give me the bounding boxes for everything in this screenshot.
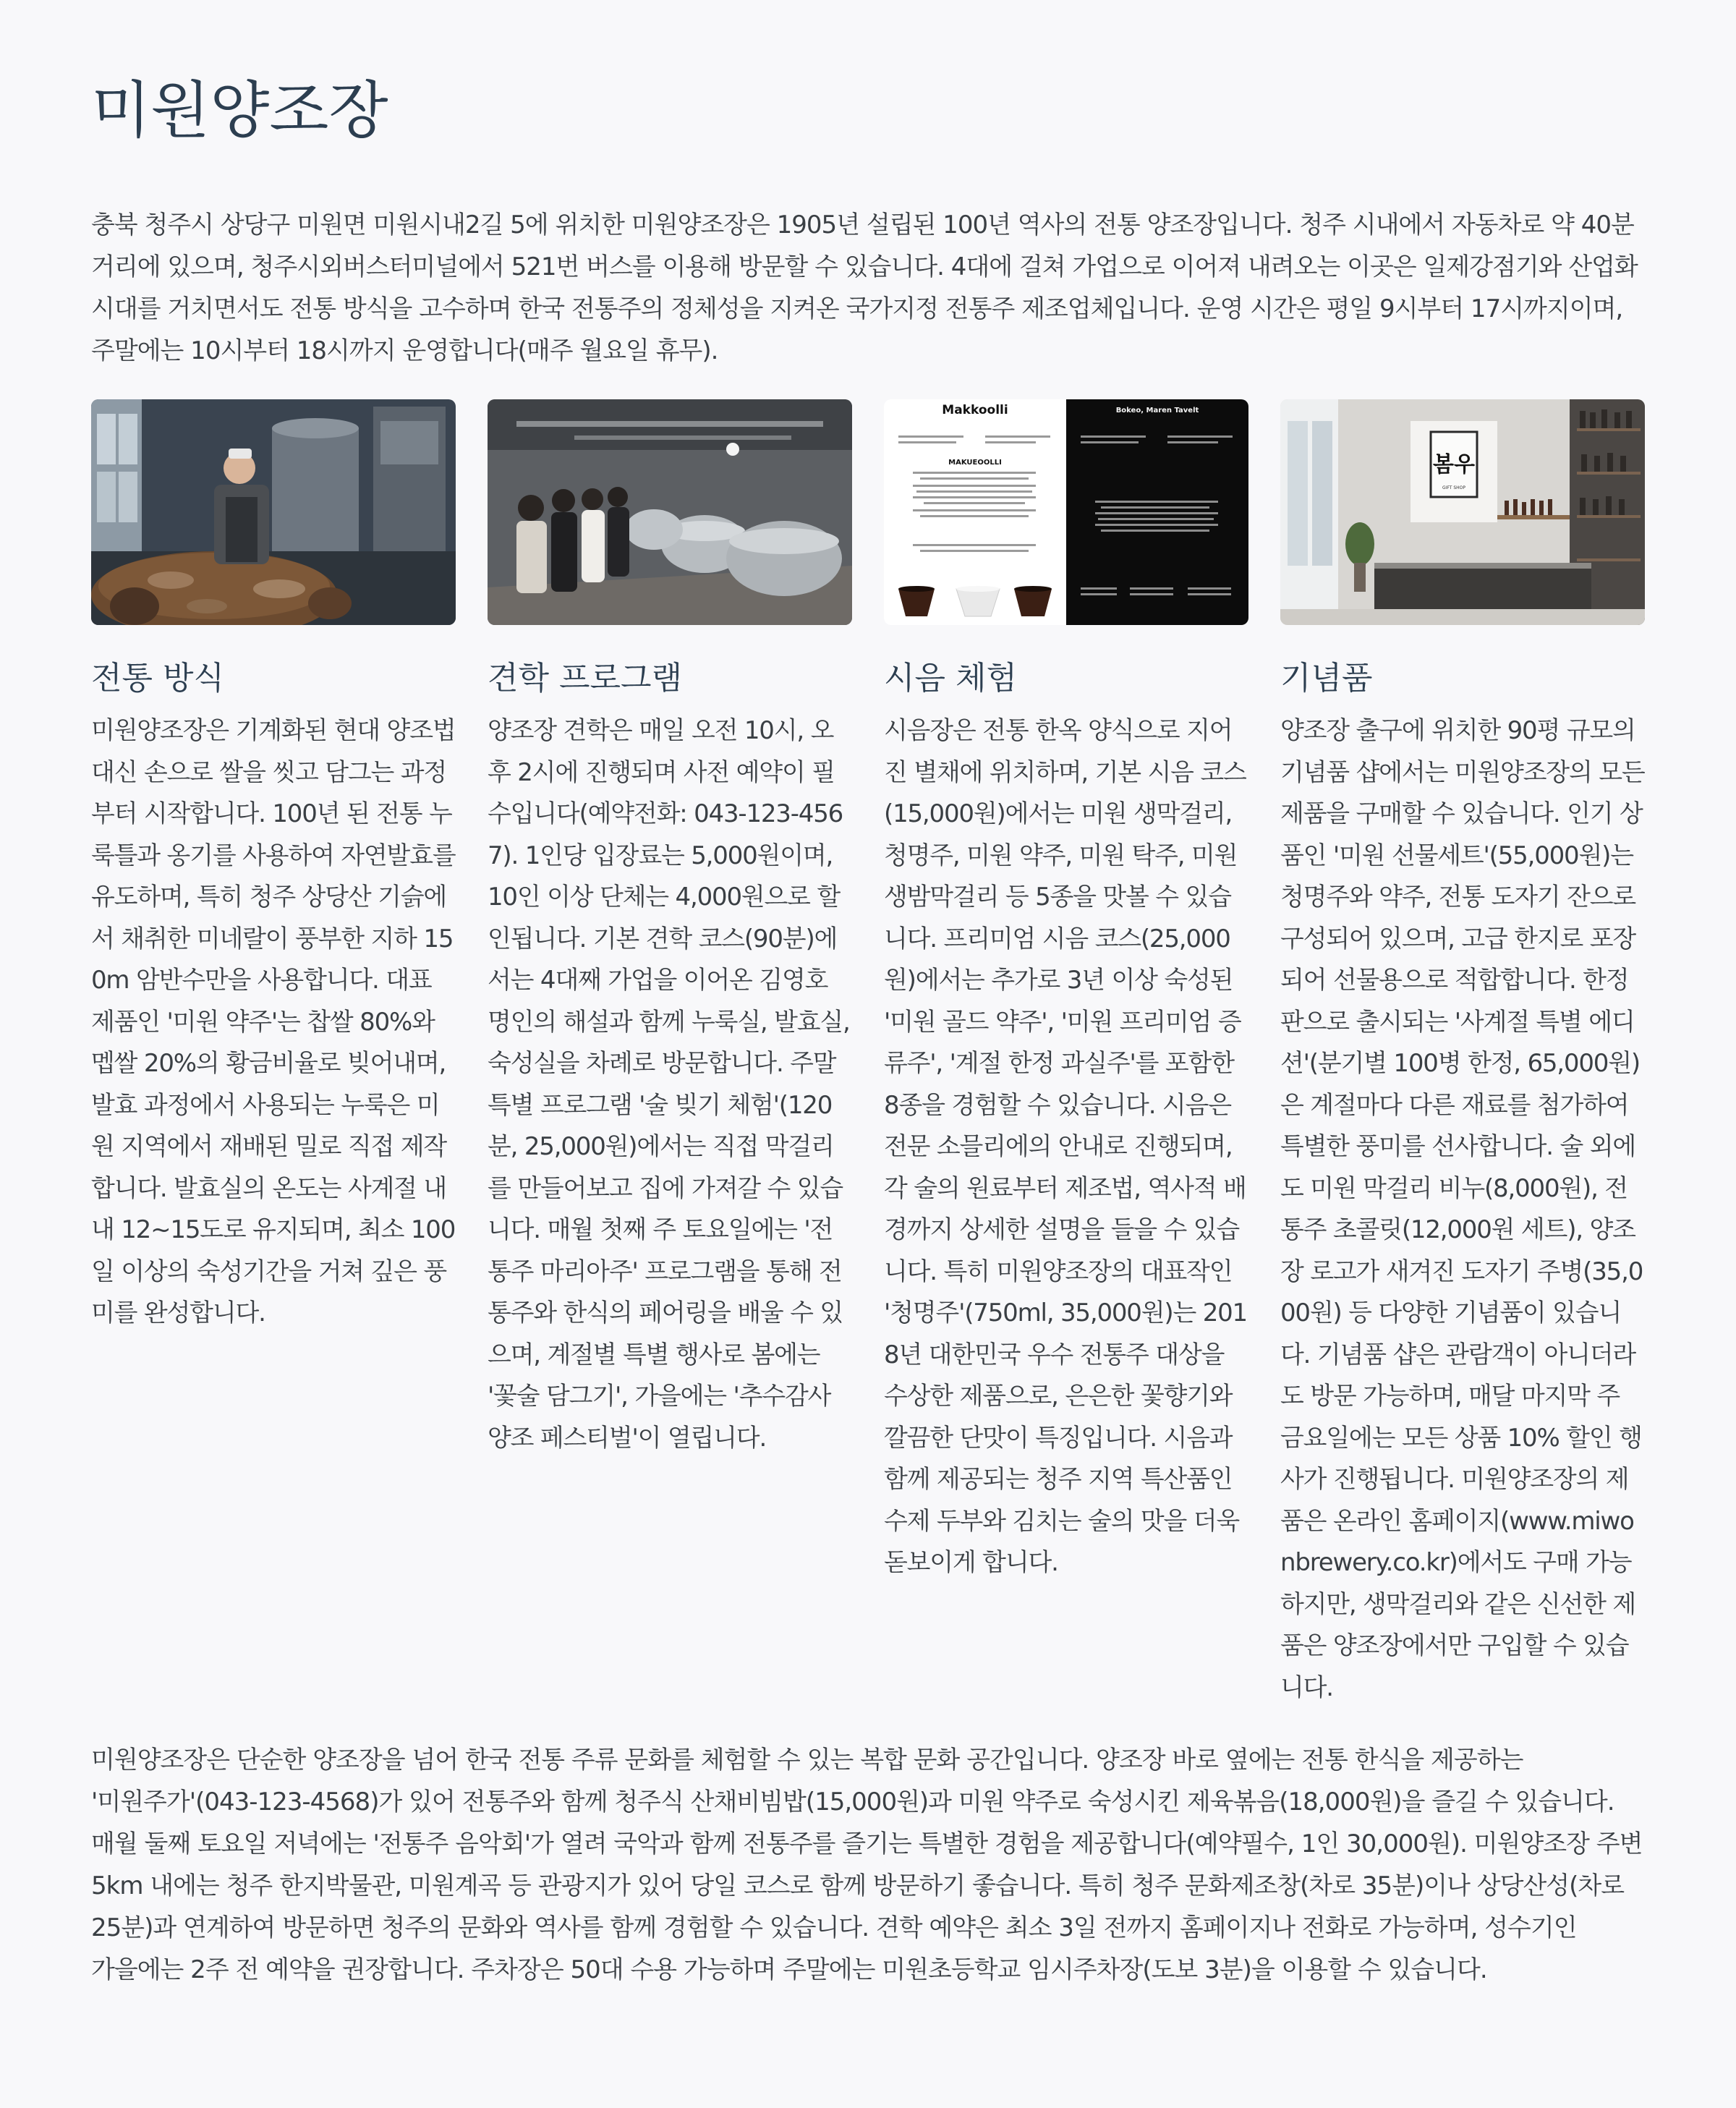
card-text: 양조장 견학은 매일 오전 10시, 오후 2시에 진행되며 사전 예약이 필수입니다(예약전화: 043-123-4567). 1인당 입장료는 5,000원이며, 10인 이상 단체는 4,000원으로 할인됩니다. 기본 견학 코스(90분)에서는 4대째 가업을 이어온 김영호 명인의 해설과 함께 누룩실, 발효실, 숙성실을 차례로 방문합니다. 주말 특별 프로그램 '술 빚기 체험'(120분, 25,000원)에서는 직접 막걸리를 만들어보고 집에 가져갈 수 있습니다. 매월 첫째 주 토요일에는 '전통주 마리아주' 프로그램을 통해 전통주와 한식의 페어링을 배울 수 있으며, 계절별 특별 행사로 봄에는 '꽃술 담그기', 가을에는 '추수감사 양조 페스티벌'이 열립니다.	[488, 716, 850, 1453]
card-title: 전통 방식	[91, 660, 225, 697]
svg-text:봄우: 봄우	[1433, 452, 1475, 477]
card-tasting	[884, 399, 1248, 1709]
brewery-tour-image	[488, 399, 852, 625]
gift-shop-image	[1280, 399, 1645, 625]
svg-text:Makkoolli: Makkoolli	[942, 403, 1008, 417]
card-tour-program	[488, 399, 852, 1709]
card-traditional-method	[91, 399, 456, 1709]
card-title: 기념품	[1280, 660, 1373, 697]
card-souvenirs	[1280, 399, 1645, 1709]
card-text: 미원양조장은 기계화된 현대 양조법 대신 손으로 쌀을 씻고 담그는 과정부터 시작합니다. 100년 된 전통 누룩틀과 옹기를 사용하여 자연발효를 유도하며, 특히 청주 상당산 기슭에서 채취한 미네랄이 풍부한 지하 150m 암반수만을 사용합니다. 대표 제품인 '미원 약주'는 찹쌀 80%와 멥쌀 20%의 황금비율로 빚어내며, 발효 과정에서 사용되는 누룩은 미원 지역에서 재배된 밀로 직접 제작합니다. 발효실의 온도는 사계절 내내 12~15도로 유지되며, 최소 100일 이상의 숙성기간을 거쳐 깊은 풍미를 완성합니다.	[91, 716, 456, 1327]
svg-text:GIFT SHOP: GIFT SHOP	[1442, 485, 1465, 490]
tasting-menu-image	[884, 399, 1248, 625]
svg-text:Bokeo, Maren Tavelt: Bokeo, Maren Tavelt	[1115, 407, 1199, 415]
intro-paragraph: 충북 청주시 상당구 미원면 미원시내2길 5에 위치한 미원양조장은 1905년 설립된 100년 역사의 전통 양조장입니다. 청주 시내에서 자동차로 약 40분 거리에 있으며, 청주시외버스터미널에서 521번 버스를 이용해 방문할 수 있습니다. 4대에 걸쳐 가업으로 이어져 내려오는 이곳은 일제강점기와 산업화 시대를 거치면서도 전통 방식을 고수하며 한국 전통주의 정체성을 지켜온 국가지정 전통주 제조업체입니다. 운영 시간은 평일 9시부터 17시까지이며, 주말에는 10시부터 18시까지 운영합니다(매주 월요일 휴무).	[91, 211, 1638, 365]
outro-paragraph: 미원양조장은 단순한 양조장을 넘어 한국 전통 주류 문화를 체험할 수 있는 복합 문화 공간입니다. 양조장 바로 옆에는 전통 한식을 제공하는 '미원주가'(043-123-4568)가 있어 전통주와 함께 청주식 산채비빔밥(15,000원)과 미원 약주로 숙성시킨 제육볶음(18,000원)을 즐길 수 있습니다. 매월 둘째 토요일 저녁에는 '전통주 음악회'가 열려 국악과 함께 전통주를 즐기는 특별한 경험을 제공합니다(예약필수, 1인 30,000원). 미원양조장 주변 5km 내에는 청주 한지박물관, 미원계곡 등 관광지가 있어 당일 코스로 함께 방문하기 좋습니다. 특히 청주 문화제조창(차로 35분)이나 상당산성(차로 25분)과 연계하여 방문하면 청주의 문화와 역사를 함께 경험할 수 있습니다. 견학 예약은 최소 3일 전까지 홈페이지나 전화로 가능하며, 성수기인 가을에는 2주 전 예약을 권장합니다. 주차장은 50대 수용 가능하며 주말에는 미원초등학교 임시주차장(도보 3분)을 이용할 수 있습니다.	[91, 1746, 1643, 1984]
card-title: 견학 프로그램	[488, 660, 683, 697]
card-text: 양조장 출구에 위치한 90평 규모의 기념품 샵에서는 미원양조장의 모든 제품을 구매할 수 있습니다. 인기 상품인 '미원 선물세트'(55,000원)는 청명주와 약주, 전통 도자기 잔으로 구성되어 있으며, 고급 한지로 포장되어 선물용으로 적합합니다. 한정판으로 출시되는 '사계절 특별 에디션'(분기별 100병 한정, 65,000원)은 계절마다 다른 재료를 첨가하여 특별한 풍미를 선사합니다. 술 외에도 미원 막걸리 비누(8,000원), 전통주 초콜릿(12,000원 세트), 양조장 로고가 새겨진 도자기 주병(35,000원) 등 다양한 기념품이 있습니다. 기념품 샵은 관람객이 아니더라도 방문 가능하며, 매달 마지막 주 금요일에는 모든 상품 10% 할인 행사가 진행됩니다. 미원양조장의 제품은 온라인 홈페이지(www.miwonbrewery.co.kr)에서도 구매 가능하지만, 생막걸리와 같은 신선한 제품은 양조장에서만 구입할 수 있습니다.	[1280, 716, 1645, 1702]
page-title: 미원양조장	[91, 75, 388, 147]
brewer-workshop-image	[91, 399, 456, 625]
svg-text:MAKUEOOLLI: MAKUEOOLLI	[948, 459, 1002, 467]
feature-grid	[91, 399, 1645, 1709]
card-title: 시음 체험	[884, 660, 1018, 697]
card-text: 시음장은 전통 한옥 양식으로 지어진 별채에 위치하며, 기본 시음 코스(15,000원)에서는 미원 생막걸리, 청명주, 미원 약주, 미원 탁주, 미원 생밤막걸리 등 5종을 맛볼 수 있습니다. 프리미엄 시음 코스(25,000원)에서는 추가로 3년 이상 숙성된 '미원 골드 약주', '미원 프리미엄 증류주', '계절 한정 과실주'를 포함한 8종을 경험할 수 있습니다. 시음은 전문 소믈리에의 안내로 진행되며, 각 술의 원료부터 제조법, 역사적 배경까지 상세한 설명을 들을 수 있습니다. 특히 미원양조장의 대표작인 '청명주'(750ml, 35,000원)는 2018년 대한민국 우수 전통주 대상을 수상한 제품으로, 은은한 꽃향기와 깔끔한 단맛이 특징입니다. 시음과 함께 제공되는 청주 지역 특산품인 수제 두부와 김치는 술의 맛을 더욱 돋보이게 합니다.	[884, 716, 1247, 1577]
